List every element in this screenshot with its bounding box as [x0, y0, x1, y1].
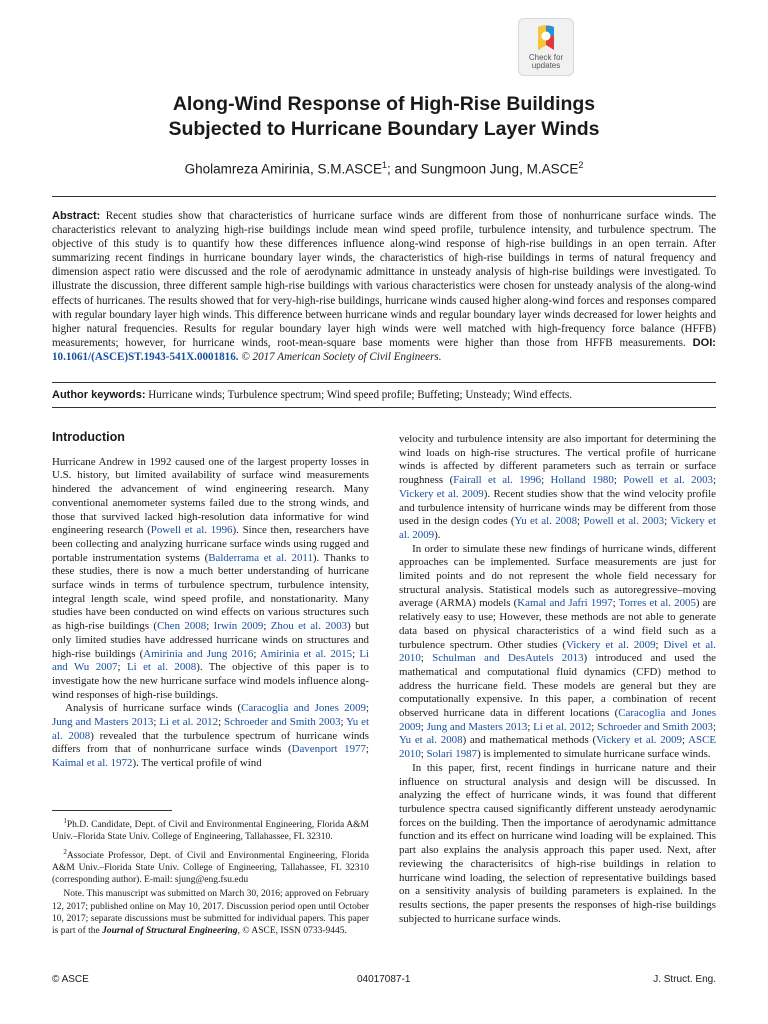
- citation-link[interactable]: Balderrama et al. 2011: [208, 551, 313, 564]
- citation-link[interactable]: ASCE 2010: [399, 734, 716, 761]
- citation-link[interactable]: Fairall et al. 1996: [453, 474, 542, 487]
- citation-link[interactable]: Divel et al. 2010: [399, 638, 717, 665]
- author-line: [40, 160, 728, 177]
- citation-link[interactable]: Kamal and Jafri 1997: [517, 597, 613, 610]
- intro-paragraph-4: In order to simulate these new findings of hurricane winds, different approaches can be implemented. Surface measurements are just for limited points and do not represent the whole field necessary for structural analysis. Statistical models such as autoregressive–moving average (ARMA) models (Kamal and Jafri 1997; Torres et al. 2005) are relatively easy to use; However, these methods are not able to generate data based on physical characteristics of a wind field such as a turbulence spectrum. Other studies (Vickery et al. 2009; Divel et al. 2010; Schulman and DesAutels 2013) introduced and used the mathematical and computational fluid dynamics (CFD) method to address the hurricane field. These models are general but they are computationally expensive. In this paper, a combination of recent observed hurricane data in different locations (Caracoglia and Jones 2009; Jung and Masters 2013; Li et al. 2012; Schroeder and Smith 2003; Yu et al. 2008) and mathematical methods (Vickery et al. 2009; ASCE 2010; Solari 1987) is implemented to simulate hurricane surface winds.: [399, 542, 717, 761]
- crossmark-icon: [534, 24, 558, 54]
- citation-link[interactable]: Zhou et al. 2003: [270, 620, 348, 633]
- citation-link[interactable]: Powell et al. 2003: [623, 474, 713, 487]
- footnote-1-mark: 1: [63, 817, 67, 825]
- footer-page-number: 04017087-1: [357, 974, 411, 985]
- citation-link[interactable]: Jung and Masters 2013: [426, 720, 528, 733]
- citation-link[interactable]: Solari 1987: [426, 748, 478, 761]
- badge-line-1: Check for: [528, 53, 564, 62]
- footnote-rule: [52, 810, 172, 811]
- author-separator: ; and Sungmoon Jung, M.ASCE: [386, 161, 579, 177]
- keywords-text: Hurricane winds; Turbulence spectrum; Wind speed profile; Buffeting; Unsteady; Wind effects.: [148, 389, 573, 401]
- citation-link[interactable]: Jung and Masters 2013: [52, 716, 154, 729]
- abstract-text: Recent studies show that characteristics of hurricane surface winds are different from those of nonhurricane surface winds. The characteristics relevant to analyzing high-rise buildings include mean wind speed profile, turbulence intensity, and turbulence spectrum. The objective of this study is to quantify how these differences influence along-wind response of high-rise buildings in an open terrain. After summarizing recent findings in hurricane boundary layer winds, the characteristics of high-rise buildings in terms of natural frequency and dimension aspect ratio were discussed and the role of aerodynamic admittance in unsteady analysis of high-rise buildings were investigated. To illustrate the discussion, three different sample high-rise buildings with various characteristics were chosen for unsteady analysis of the along-wind effects of hurricanes. The results showed that for very-high-rise buildings, hurricane winds caused higher along-wind forces and responses compared with regular boundary layer high winds. This difference between hurricane winds and regular boundary layer winds decreased for lower heights and higher natural frequencies. Results for regular boundary layer high winds were well matched with high-frequency force balance (HFFB) measurements; however, for hurricane winds, root-mean-square base moments were higher than those from HFFB measurements.: [52, 210, 716, 349]
- title-line-1: Along-Wind Response of High-Rise Buildings: [172, 93, 596, 115]
- keywords-top-rule: [52, 382, 716, 383]
- title-line-2: Subjected to Hurricane Boundary Layer Winds: [168, 118, 600, 140]
- citation-link[interactable]: Caracoglia and Jones 2009: [399, 707, 716, 733]
- paper-title: [40, 92, 728, 142]
- badge-line-2: updates: [531, 61, 561, 70]
- note-text-a: Note. This manuscript was submitted on March 30, 2016; approved on February 12, 2017; published online on May 10, 2017. Discussion period open until October 10, 2017; separate discussions must be submitted for individual papers. This paper is part of the: [52, 889, 369, 936]
- footnote-1-text: Ph.D. Candidate, Dept. of Civil and Environmental Engineering, Florida A&M Univ.–Florida State Univ. College of Engineering, Tallahassee, FL 32310.: [52, 820, 369, 843]
- citation-link[interactable]: Yu et al. 2008: [52, 716, 369, 742]
- citation-link[interactable]: Powell et al. 1996: [150, 524, 233, 537]
- citation-link[interactable]: Schroeder and Smith 2003: [597, 720, 713, 733]
- citation-link[interactable]: Vickery et al. 2009: [566, 638, 656, 651]
- citation-link[interactable]: Li et al. 2012: [159, 716, 219, 729]
- citation-link[interactable]: Vickery et al. 2009: [596, 734, 682, 747]
- citation-link[interactable]: Chen 2008: [157, 620, 207, 633]
- intro-paragraph-5: In this paper, first, recent findings in hurricane nature and their influence on structural analysis and design will be discussed. In analyzing the effect of hurricane winds, it was found that different turbulence spectra caused significantly different unsteady aerodynamic forces on the building. Then the importance of aerodynamic admittance function and its effect on hurricane wind loading will be explained. This part also explains the analysis approach this paper used. Next, after reviewing the characterisitcs of high-rise buildings in relation to hurricane wind loading, the selection of representative buildings based on a sensitivity analysis of building parameters is explained. In the results sections, the paper presents the responses of high-rise buildings subjected to hurricane surface winds.: [399, 761, 716, 925]
- author-keywords: [52, 388, 716, 402]
- abstract: [52, 209, 716, 364]
- citation-link[interactable]: Schulman and DesAutels 2013: [432, 652, 584, 665]
- intro-paragraph-2: Analysis of hurricane surface winds (Caracoglia and Jones 2009; Jung and Masters 2013; Li et al. 2012; Schroeder and Smith 2003; Yu et al. 2008) revealed that the turbulence spectrum of hurricane winds differs from that of nonhurricane surface winds (Davenport 1977; Kaimal et al. 1972). The vertical profile of wind: [52, 702, 369, 770]
- citation-link[interactable]: Li et al. 2008: [126, 661, 197, 674]
- citation-link[interactable]: Caracoglia and Jones 2009: [241, 702, 366, 715]
- citation-link[interactable]: Kaimal et al. 1972: [52, 757, 133, 770]
- footnotes: [52, 815, 369, 939]
- footnote-2-mark: 2: [63, 847, 67, 856]
- footnote-2: [52, 846, 369, 887]
- citation-link[interactable]: Vickery et al. 2009: [399, 515, 716, 541]
- footnote-2-text: Associate Professor, Dept. of Civil and Environmental Engineering, Florida A&M Univ.–Florida State Univ. College of Engineering, Tallahassee, FL 32310 (corresponding author). E-mail: sjung@eng.fsu.edu: [52, 850, 369, 886]
- citation-link[interactable]: Amirinia et al. 2015: [259, 647, 353, 660]
- citation-link[interactable]: Irwin 2009: [213, 620, 264, 633]
- intro-paragraph-3: velocity and turbulence intensity are also important for determining the wind loads on high-rise structures. The vertical profile of hurricane winds is affected by different parameters such as terrain or surface roughness (Fairall et al. 1996; Holland 1980; Powell et al. 2003; Vickery et al. 2009). Recent studies show that the wind velocity profile and turbulence intensity of hurricane winds may be different from those used in the design codes (Yu et al. 2008; Powell et al. 2003; Vickery et al. 2009).: [399, 433, 716, 541]
- intro-paragraph-1: Hurricane Andrew in 1992 caused one of the largest property losses in U.S. history, but limited availability of surface wind measurements hindered the advancement of wind engineering research. Many conventional anemometer systems failed due to the strong winds, and those that survived lacked high-resolution data informative for wind engineering research (Powell et al. 1996). Since then, researchers have been collecting and analyzing hurricane surface winds using rugged and portable instrumentation systems (Balderrama et al. 2011). Thanks to these studies, there is now a much better understanding of hurricane surface winds in terms of turbulence spectrum, turbulence intensity, integral length scale, wind speed profile, and nonstationarity. Many studies have been conducted on wind effects on various structures such as high-rise buildings (Chen 2008; Irwin 2009; Zhou et al. 2003) but only limited studies have addressed hurricane winds on structures and high-rise buildings (Amirinia and Jung 2016; Amirinia et al. 2015; Li and Wu 2007; Li et al. 2008). The objective of this paper is to investigate how the new hurricane surface wind models influence along-wind responses of high-rise buildings.: [52, 455, 370, 701]
- keywords-bottom-rule: [52, 407, 716, 408]
- abstract-label: Abstract:: [52, 210, 101, 222]
- doi-link[interactable]: 10.1061/(ASCE)ST.1943-541X.0001816.: [52, 350, 239, 363]
- doi-label: DOI:: [692, 336, 716, 349]
- citation-link[interactable]: Powell et al. 2003: [583, 515, 665, 528]
- citation-link[interactable]: Amirinia and Jung 2016: [143, 647, 254, 660]
- citation-link[interactable]: Yu et al. 2008: [514, 515, 578, 528]
- submission-note: [52, 888, 369, 937]
- citation-link[interactable]: Torres et al. 2005: [618, 597, 696, 610]
- footer-journal: J. Struct. Eng.: [653, 974, 716, 985]
- citation-link[interactable]: Schroeder and Smith 2003: [224, 716, 341, 729]
- journal-name: Journal of Structural Engineering: [102, 925, 238, 936]
- citation-link[interactable]: Holland 1980: [550, 474, 614, 487]
- citation-link[interactable]: Li and Wu 2007: [52, 647, 370, 674]
- author-1: Gholamreza Amirinia, S.M.ASCE: [184, 161, 382, 177]
- copyright-notice: © 2017 American Society of Civil Engineers.: [241, 350, 442, 363]
- keywords-label: Author keywords:: [52, 389, 146, 401]
- abstract-top-rule: [52, 196, 716, 197]
- check-for-updates-badge[interactable]: [518, 18, 574, 76]
- author-2-mark: 2: [578, 160, 584, 170]
- author-1-mark: 1: [381, 160, 387, 170]
- footnote-1: [52, 815, 369, 844]
- right-column: [399, 433, 716, 926]
- citation-link[interactable]: Vickery et al. 2009: [399, 487, 484, 500]
- left-column: [52, 431, 369, 771]
- citation-link[interactable]: Li et al. 2012: [533, 720, 592, 733]
- footer-copyright: © ASCE: [52, 974, 89, 985]
- section-heading-introduction: Introduction: [52, 430, 125, 444]
- citation-link[interactable]: Yu et al. 2008: [399, 734, 463, 747]
- note-text-b: , © ASCE, ISSN 0733-9445.: [237, 925, 347, 936]
- citation-link[interactable]: Davenport 1977: [291, 743, 366, 756]
